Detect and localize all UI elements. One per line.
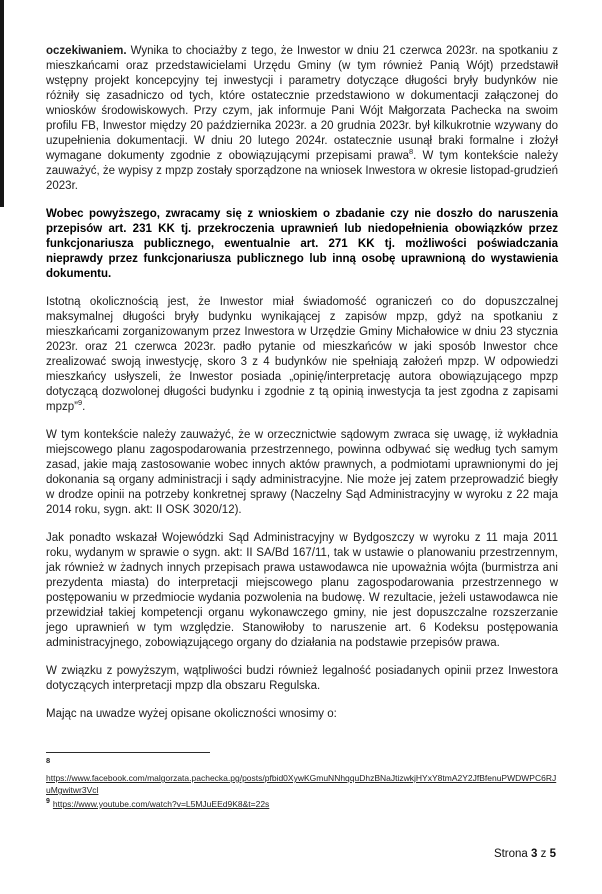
page-number-current: 3 — [531, 848, 538, 860]
footnotes-section — [46, 752, 558, 810]
footnote-8-link[interactable]: https://www.facebook.com/malgorzata.pachecka.pg/posts/pfbid0XywKGmuNNhqquDhzBNaJtizwkjHYxY8tmA2Y2JfBfenuPWDWPC6RJuMgwitwr3Vcl — [46, 773, 557, 795]
paragraph-investor-awareness: Istotną okolicznością jest, że Inwestor miał świadomość ograniczeń co do dopuszczalnej maksymalnej długości bryły budynku wynikającej z zapisów mpzp, gdyż na spotkaniu z mieszkańcami zorganizowanym przez Inwestora w Urzędzie Gminy Michałowice w dniu 23 stycznia 2023r. oraz 21 czerwca 2023r. padło pytanie od mieszkańców w jaki sposób Inwestor chce zrealizować swoją inwestycję, skoro 3 z 4 budynków nie spełniają założeń mpzp. W odpowiedzi mieszkańcy usłyszeli, że Inwestor posiada „opinię/interpretację autora obowiązującego mpzp dotyczącą dozwolonej długości budynku i zgodnie z tą opinią inwestycja ta jest zgodna z zapisami mpzp”$^9$. — [46, 296, 558, 413]
paragraph-wsa-bydgoszcz-ruling: Jak ponadto wskazał Wojewódzki Sąd Administracyjny w Bydgoszczy w wyroku z 11 maja 2011 roku, wydanym w sprawie o sygn. akt: II SA/Bd 167/11, tak w ustawie o planowaniu przestrzennym, jak również w żadnych innych przepisach prawa ustawodawca nie upoważnia wójta (burmistrza ani prezydenta miasta) do interpretacji miejscowego planu zagospodarowania przestrzennego w postępowaniu w przedmiocie wydania pozwolenia na budowę. W rezultacie, jeżeli ustawodawca nie przewidział takiej kompetencji organu wykonawczego gminy, nie jest dopuszczalne rozszerzanie jego uprawnień w tym względzie. Stanowiłoby to naruszenie art. 6 Kodeksu postępowania administracyjnego, zobowiązującego organy do działania na podstawie przepisów prawa. — [46, 532, 558, 649]
footnote-divider — [46, 752, 210, 753]
footnote-9 — [46, 798, 558, 810]
paragraph-court-interpretation: W tym kontekście należy zauważyć, że w orzecznictwie sądowym zwraca się uwagę, iż wykładnia miejscowego planu zagospodarowania przestrzennego, powinna odbywać się według tych samym zasad, jakie mają zastosowanie wobec innych aktów prawnych, a podmiotami uprawnionymi do jej dokonania są organy administracji i sądy administracyjne. Nie może jej zatem przeprowadzić biegły w drodze opinii na potrzeby konkretnej sprawy (Naczelny Sąd Administracyjny w wyroku z 22 maja 2014 roku, sygn. akt: II OSK 3020/12). — [46, 429, 558, 516]
page-number — [494, 848, 556, 860]
page-number-total: 5 — [549, 848, 556, 860]
page-number-separator: z — [540, 848, 547, 860]
paragraph-request-kk-violation: Wobec powyższego, zwracamy się z wnioskiem o zbadanie czy nie doszło do naruszenia przepisów art. 231 KK tj. przekroczenia uprawnień lub niedopełnienia obowiązków przez funkcjonariusza publicznego, ewentualnie art. 271 KK tj. możliwości poświadczania nieprawdy przez funkcjonariusza publicznego lub inną osobę uprawnioną do wystawienia dokumentu. — [46, 208, 558, 280]
paragraph-legality-doubts: W związku z powyższym, wątpliwości budzi również legalność posiadanych opinii przez Inwestora dotyczących interpretacji mpzp dla obszaru Regulska. — [46, 665, 558, 692]
footnote-9-link[interactable]: https://www.youtube.com/watch?v=L5MJuEEd9K8&t=22s — [52, 799, 270, 809]
page-number-label: Strona — [493, 848, 528, 860]
paragraph-intro-expectation: oczekiwaniem. Wynika to chociażby z tego, że Inwestor w dniu 21 czerwca 2023r. na spotkaniu z mieszkańcami oraz przedstawicielami Urzędu Gminy (w tym również Panią Wójt) przedstawił wstępny projekt koncepcyjny tej inwestycji i parametry dotyczące długości bryły budynków nie różniły się zasadniczo od tych, które ostatecznie przedstawiono w dokumentacji załączonej do wniosków środowiskowych. Przy czym, jak informuje Pani Wójt Małgorzata Pachecka na swoim profilu FB, Inwestor między 20 października 2023r. a 20 grudnia 2023r. był kilkukrotnie wzywany do uzupełnienia dokumentacji. W dniu 20 lutego 2024r. ostatecznie usunął braki formalne i złożył wymagane dokumenty zgodnie z obowiązującymi przepisami prawa$^8$. W tym kontekście należy zauważyć, że wypisy z mpzp zostały sporządzone na wniosek Inwestora w okresie listopad-grudzień 2023r. — [46, 45, 558, 192]
footnote-9-marker: 9 — [46, 798, 50, 806]
scan-edge-artifact — [0, 0, 4, 207]
document-body — [46, 44, 558, 810]
footnote-8-marker: 8 — [46, 756, 51, 765]
paragraph-motion-intro: Mając na uwadze wyżej opisane okoliczności wnosimy o: — [46, 708, 337, 720]
